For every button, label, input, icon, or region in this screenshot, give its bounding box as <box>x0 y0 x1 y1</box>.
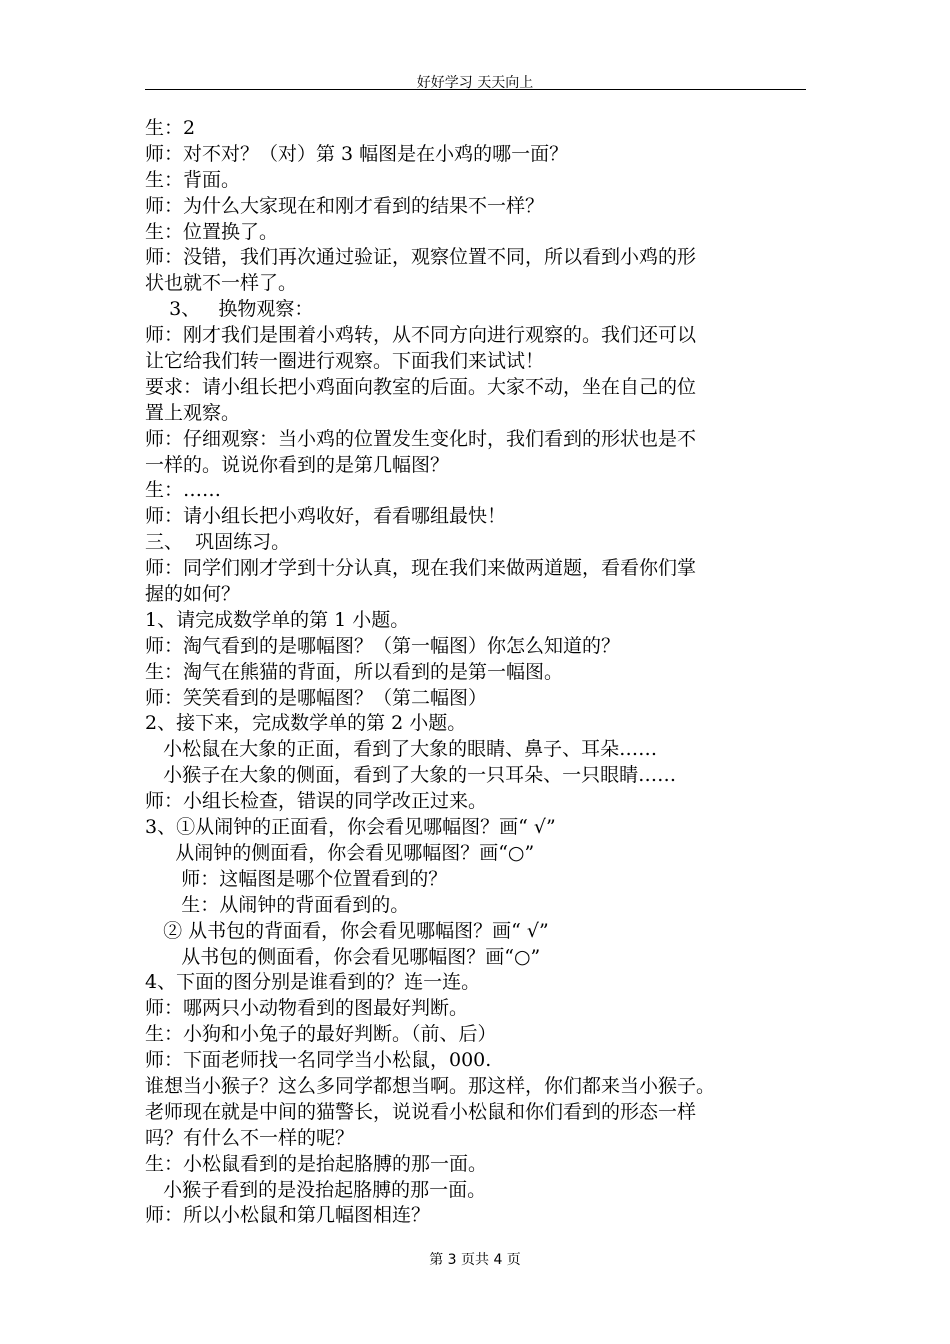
text-line: 生：淘气在熊猫的背面，所以看到的是第一幅图。 <box>145 660 564 683</box>
text-line: 生：背面。 <box>145 168 241 191</box>
text-line: 生：位置换了。 <box>145 220 279 243</box>
text-line: ② 从书包的背面看，你会看见哪幅图？画“ √” <box>145 919 549 942</box>
text-line: 师：小组长检查，错误的同学改正过来。 <box>145 790 488 813</box>
text-line: 3、①从闹钟的正面看，你会看见哪幅图？画“ √” <box>145 816 556 839</box>
text-line: 老师现在就是中间的猫警长，说说看小松鼠和你们看到的形态一样 <box>145 1100 697 1123</box>
text-line: 师：同学们刚才学到十分认真，现在我们来做两道题，看看你们掌 <box>145 557 697 580</box>
text-line: 生：2 <box>145 117 196 139</box>
header-divider <box>145 89 806 90</box>
text-line: 生：小狗和小兔子的最好判断。（前、后） <box>145 1023 497 1046</box>
text-line: 师：请小组长把小鸡收好，看看哪组最快！ <box>145 505 507 528</box>
document-body <box>145 116 810 1229</box>
text-line: 从闹钟的侧面看，你会看见哪幅图？画“○” <box>145 841 535 864</box>
page-header: 好好学习 天天向上 <box>416 75 534 91</box>
text-line: 置上观察。 <box>145 401 241 424</box>
text-line: 小猴子看到的是没抬起胳膊的那一面。 <box>145 1178 487 1201</box>
page-footer: 第 3 页共 4 页 <box>429 1252 521 1268</box>
text-line: 师：仔细观察：当小鸡的位置发生变化时，我们看到的形状也是不 <box>145 427 697 450</box>
text-line: 生：从闹钟的背面看到的。 <box>145 893 410 916</box>
text-line: 小猴子在大象的侧面，看到了大象的一只耳朵、一只眼睛…… <box>145 764 677 787</box>
text-line: 要求：请小组长把小鸡面向教室的后面。大家不动，坐在自己的位 <box>145 375 697 398</box>
text-line: 师：哪两只小动物看到的图最好判断。 <box>145 997 469 1020</box>
text-line: 2、接下来，完成数学单的第 2 小题。 <box>145 712 467 735</box>
text-line: 师：下面老师找一名同学当小松鼠，000. <box>145 1049 492 1072</box>
text-line: 生：…… <box>145 479 222 502</box>
text-line: 师：笑笑看到的是哪幅图？（第二幅图） <box>145 686 488 709</box>
text-line: 师：对不对？（对）第 3 幅图是在小鸡的哪一面？ <box>145 142 569 165</box>
text-line: 师：为什么大家现在和刚才看到的结果不一样？ <box>145 194 545 217</box>
text-line: 小松鼠在大象的正面，看到了大象的眼睛、鼻子、耳朵…… <box>145 738 658 761</box>
text-line: 师：没错，我们再次通过验证，观察位置不同，所以看到小鸡的形 <box>145 246 697 269</box>
text-line: 师：这幅图是哪个位置看到的？ <box>145 867 448 890</box>
text-line: 从书包的侧面看，你会看见哪幅图？画“○” <box>145 945 541 968</box>
section-heading: 三、 巩固练习。 <box>145 531 291 554</box>
text-line: 生：小松鼠看到的是抬起胳膊的那一面。 <box>145 1152 488 1175</box>
text-line: 师：所以小松鼠和第几幅图相连？ <box>145 1204 431 1227</box>
section-heading: 3、 换物观察： <box>145 298 314 321</box>
text-line: 吗？有什么不一样的呢？ <box>145 1126 355 1149</box>
text-line: 谁想当小猴子？这么多同学都想当啊。那这样，你们都来当小猴子。 <box>145 1074 716 1097</box>
text-line: 师：淘气看到的是哪幅图？（第一幅图）你怎么知道的？ <box>145 634 621 657</box>
text-line: 让它给我们转一圈进行观察。下面我们来试试！ <box>145 350 545 373</box>
text-line: 4、下面的图分别是谁看到的？连一连。 <box>145 971 481 994</box>
text-line: 状也就不一样了。 <box>145 272 298 295</box>
text-line: 握的如何？ <box>145 583 241 606</box>
text-line: 一样的。说说你看到的是第几幅图？ <box>145 453 450 476</box>
text-line: 师：刚才我们是围着小鸡转，从不同方向进行观察的。我们还可以 <box>145 324 697 347</box>
text-line: 1、请完成数学单的第 1 小题。 <box>145 608 410 631</box>
